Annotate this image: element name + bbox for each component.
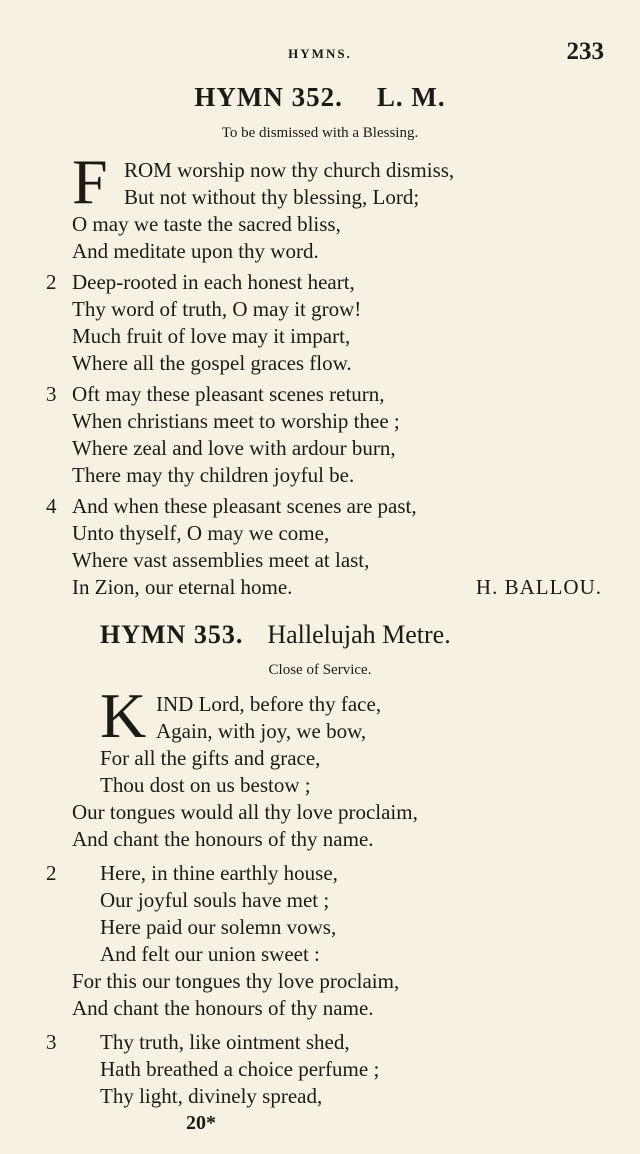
hymn-353-verse3-number: 3 <box>46 1030 57 1054</box>
hymn-353-v1-line5: Our tongues would all thy love proclaim, <box>72 800 418 824</box>
hymn-353-meter: Hallelujah Metre. <box>267 620 451 649</box>
hymn-352-subtitle: To be dismissed with a Blessing. <box>221 125 419 141</box>
hymn-352-title <box>0 82 640 113</box>
hymn-352-v4-line2: Unto thyself, O may we come, <box>72 521 330 545</box>
hymn-353-v3-line2: Hath breathed a choice perfume ; <box>100 1057 380 1081</box>
hymn-353-title <box>100 620 451 650</box>
hymn-353-number: HYMN 353. <box>100 620 244 649</box>
hymn-352-verse3-number: 3 <box>46 382 57 406</box>
hymn-353-v1-line3: For all the gifts and grace, <box>100 746 321 770</box>
hymn-352-v1-line1: ROM worship now thy church dismiss, <box>124 158 455 182</box>
hymn-352-v3-line2: When christians meet to worship thee ; <box>72 409 400 433</box>
hymn-352-v2-line2: Thy word of truth, O may it grow! <box>72 297 362 321</box>
hymn-353-v1-line6: And chant the honours of thy name. <box>72 827 374 851</box>
hymn-352-v4-line4: In Zion, our eternal home. <box>72 575 293 599</box>
hymn-353-v2-line6: And chant the honours of thy name. <box>72 996 374 1020</box>
hymn-352-v4-line1: And when these pleasant scenes are past, <box>72 494 417 518</box>
running-head: HYMNS. <box>288 46 352 61</box>
hymn-352-v1-line2: But not without thy blessing, Lord; <box>124 185 420 209</box>
hymn-353-v1-line1: IND Lord, before thy face, <box>156 692 382 716</box>
hymn-353-v2-line2: Our joyful souls have met ; <box>100 888 330 912</box>
hymn-352-v1-line4: And meditate upon thy word. <box>72 239 319 263</box>
hymn-353-v2-line3: Here paid our solemn vows, <box>100 915 337 939</box>
hymn-353-v1-line4: Thou dost on us bestow ; <box>100 773 311 797</box>
hymn-353-v1-line2: Again, with joy, we bow, <box>156 719 367 743</box>
hymn-352-number: HYMN 352. <box>194 82 343 112</box>
hymn-352-verse4-number: 4 <box>46 494 57 518</box>
hymn-352-v2-line1: Deep-rooted in each honest heart, <box>72 270 355 294</box>
signature-mark: 20* <box>186 1112 216 1134</box>
hymn-352-v2-line4: Where all the gospel graces flow. <box>72 351 352 375</box>
hymn-352-v4-line3: Where vast assemblies meet at last, <box>72 548 370 572</box>
hymn-353-v3-line3: Thy light, divinely spread, <box>100 1084 323 1108</box>
hymn-352-v2-line3: Much fruit of love may it impart, <box>72 324 351 348</box>
page-number: 233 <box>566 38 604 65</box>
hymn-353-dropcap: K <box>100 680 147 751</box>
hymn-353-v2-line5: For this our tongues thy love proclaim, <box>72 969 400 993</box>
hymn-352-v1-line3: O may we taste the sacred bliss, <box>72 212 341 236</box>
hymn-352-dropcap: F <box>72 146 108 217</box>
hymn-353-subtitle: Close of Service. <box>268 662 372 678</box>
hymn-353-v2-line1: Here, in thine earthly house, <box>100 861 338 885</box>
hymn-352-meter: L. M. <box>376 82 446 112</box>
hymn-353-v2-line4: And felt our union sweet : <box>100 942 320 966</box>
hymn-353-verse2-number: 2 <box>46 861 57 885</box>
hymn-352-verse2-number: 2 <box>46 270 57 294</box>
hymn-353-v3-line1: Thy truth, like ointment shed, <box>100 1030 350 1054</box>
hymn-352-v3-line1: Oft may these pleasant scenes return, <box>72 382 385 406</box>
hymn-352-v3-line3: Where zeal and love with ardour burn, <box>72 436 396 460</box>
hymn-352-v3-line4: There may thy children joyful be. <box>72 463 355 487</box>
hymn-352-attribution: H. BALLOU. <box>475 575 602 599</box>
